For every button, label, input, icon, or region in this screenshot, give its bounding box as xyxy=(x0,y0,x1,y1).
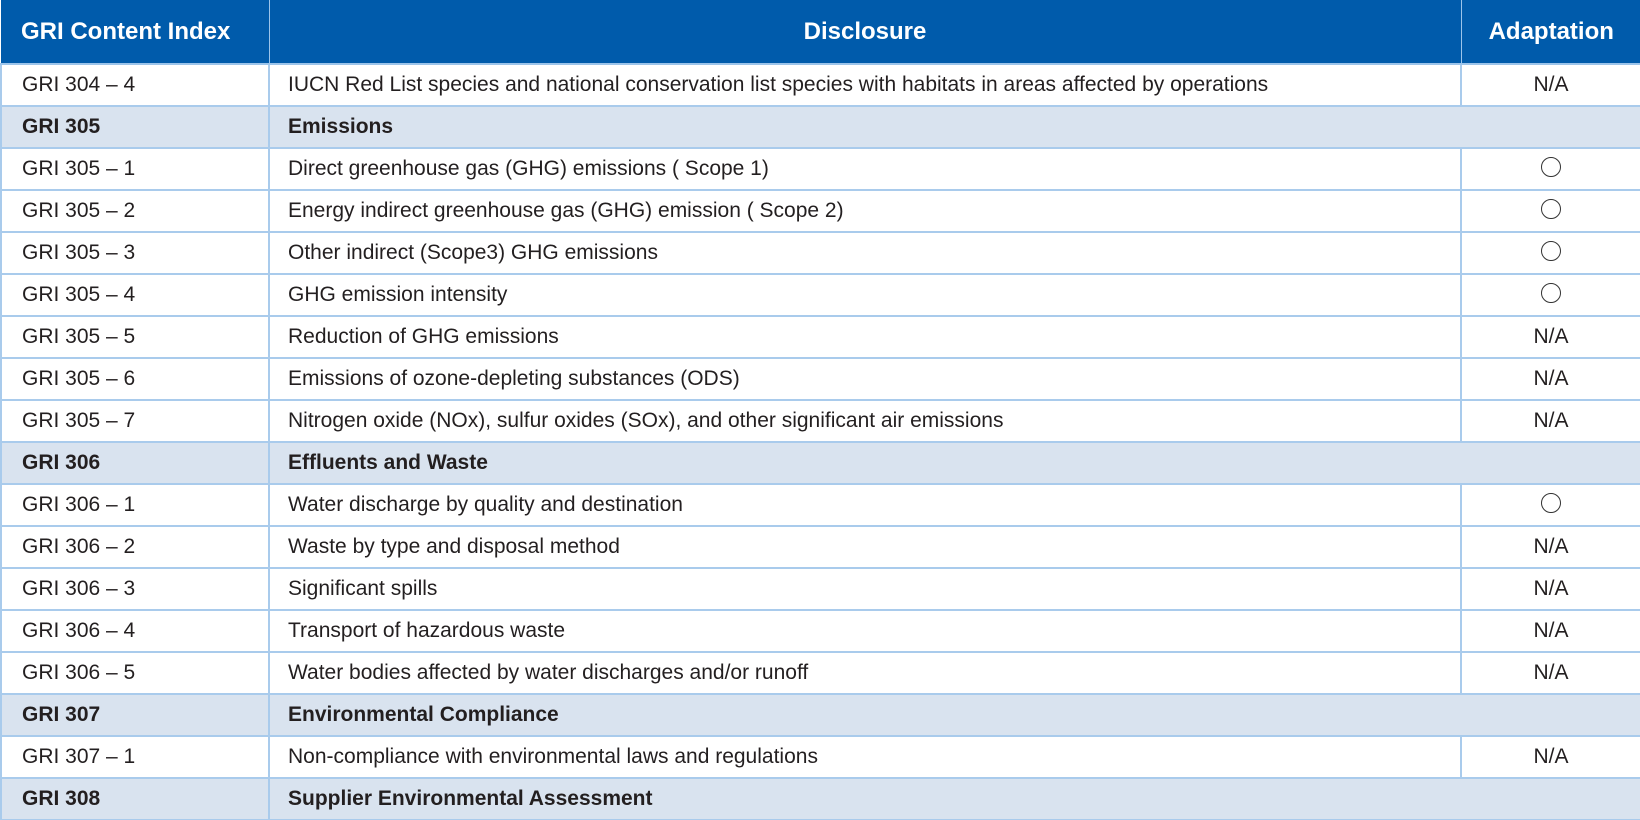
disclosure-text: Water bodies affected by water discharges and/or runoff xyxy=(269,652,1461,694)
disclosure-text: Nitrogen oxide (NOx), sulfur oxides (SOx), and other significant air emissions xyxy=(269,400,1461,442)
table-row xyxy=(1,232,1640,274)
disclosure-code: GRI 305 – 7 xyxy=(1,400,269,442)
adaptation-value: N/A xyxy=(1461,568,1640,610)
header-gri-content-index: GRI Content Index xyxy=(1,0,269,64)
table-header xyxy=(1,0,1640,64)
header-row xyxy=(1,0,1640,64)
disclosure-text: GHG emission intensity xyxy=(269,274,1461,316)
disclosure-code: GRI 306 – 5 xyxy=(1,652,269,694)
circle-icon xyxy=(1541,493,1561,513)
circle-icon xyxy=(1541,199,1561,219)
circle-icon xyxy=(1541,241,1561,261)
disclosure-text: Waste by type and disposal method xyxy=(269,526,1461,568)
disclosure-text: Non-compliance with environmental laws and regulations xyxy=(269,736,1461,778)
adaptation-cell xyxy=(1461,484,1640,526)
disclosure-text: Emissions of ozone-depleting substances (ODS) xyxy=(269,358,1461,400)
disclosure-code: GRI 307 – 1 xyxy=(1,736,269,778)
table-body xyxy=(1,64,1640,820)
table-row xyxy=(1,526,1640,568)
section-title: Emissions xyxy=(269,106,1640,148)
table-row xyxy=(1,358,1640,400)
adaptation-value: N/A xyxy=(1461,526,1640,568)
table-row xyxy=(1,316,1640,358)
disclosure-code: GRI 306 – 1 xyxy=(1,484,269,526)
adaptation-value: N/A xyxy=(1461,610,1640,652)
adaptation-cell xyxy=(1461,274,1640,316)
adaptation-cell xyxy=(1461,232,1640,274)
circle-icon xyxy=(1541,157,1561,177)
disclosure-text: IUCN Red List species and national conservation list species with habitats in areas affected by operations xyxy=(269,64,1461,106)
table-row xyxy=(1,190,1640,232)
disclosure-code: GRI 305 – 2 xyxy=(1,190,269,232)
header-adaptation: Adaptation xyxy=(1461,0,1640,64)
section-row xyxy=(1,694,1640,736)
table-row xyxy=(1,568,1640,610)
disclosure-text: Water discharge by quality and destination xyxy=(269,484,1461,526)
disclosure-text: Significant spills xyxy=(269,568,1461,610)
disclosure-code: GRI 306 – 4 xyxy=(1,610,269,652)
section-row xyxy=(1,442,1640,484)
table-row xyxy=(1,400,1640,442)
disclosure-code: GRI 304 – 4 xyxy=(1,64,269,106)
disclosure-text: Direct greenhouse gas (GHG) emissions ( Scope 1) xyxy=(269,148,1461,190)
table-row xyxy=(1,652,1640,694)
adaptation-cell xyxy=(1461,190,1640,232)
table-row xyxy=(1,484,1640,526)
section-title: Supplier Environmental Assessment xyxy=(269,778,1640,820)
circle-icon xyxy=(1541,283,1561,303)
adaptation-value: N/A xyxy=(1461,400,1640,442)
disclosure-text: Reduction of GHG emissions xyxy=(269,316,1461,358)
section-code: GRI 305 xyxy=(1,106,269,148)
section-code: GRI 306 xyxy=(1,442,269,484)
section-code: GRI 308 xyxy=(1,778,269,820)
adaptation-cell xyxy=(1461,148,1640,190)
adaptation-value: N/A xyxy=(1461,64,1640,106)
table-row xyxy=(1,148,1640,190)
section-row xyxy=(1,106,1640,148)
header-disclosure: Disclosure xyxy=(269,0,1461,64)
table-row xyxy=(1,64,1640,106)
section-row xyxy=(1,778,1640,820)
disclosure-code: GRI 305 – 3 xyxy=(1,232,269,274)
disclosure-code: GRI 305 – 1 xyxy=(1,148,269,190)
disclosure-code: GRI 306 – 2 xyxy=(1,526,269,568)
adaptation-value: N/A xyxy=(1461,358,1640,400)
section-title: Effluents and Waste xyxy=(269,442,1640,484)
adaptation-value: N/A xyxy=(1461,316,1640,358)
section-code: GRI 307 xyxy=(1,694,269,736)
table-row xyxy=(1,610,1640,652)
disclosure-text: Energy indirect greenhouse gas (GHG) emission ( Scope 2) xyxy=(269,190,1461,232)
adaptation-value: N/A xyxy=(1461,736,1640,778)
disclosure-text: Transport of hazardous waste xyxy=(269,610,1461,652)
disclosure-code: GRI 305 – 5 xyxy=(1,316,269,358)
disclosure-text: Other indirect (Scope3) GHG emissions xyxy=(269,232,1461,274)
disclosure-code: GRI 305 – 6 xyxy=(1,358,269,400)
adaptation-value: N/A xyxy=(1461,652,1640,694)
disclosure-code: GRI 305 – 4 xyxy=(1,274,269,316)
disclosure-code: GRI 306 – 3 xyxy=(1,568,269,610)
table-row xyxy=(1,274,1640,316)
table-row xyxy=(1,736,1640,778)
section-title: Environmental Compliance xyxy=(269,694,1640,736)
